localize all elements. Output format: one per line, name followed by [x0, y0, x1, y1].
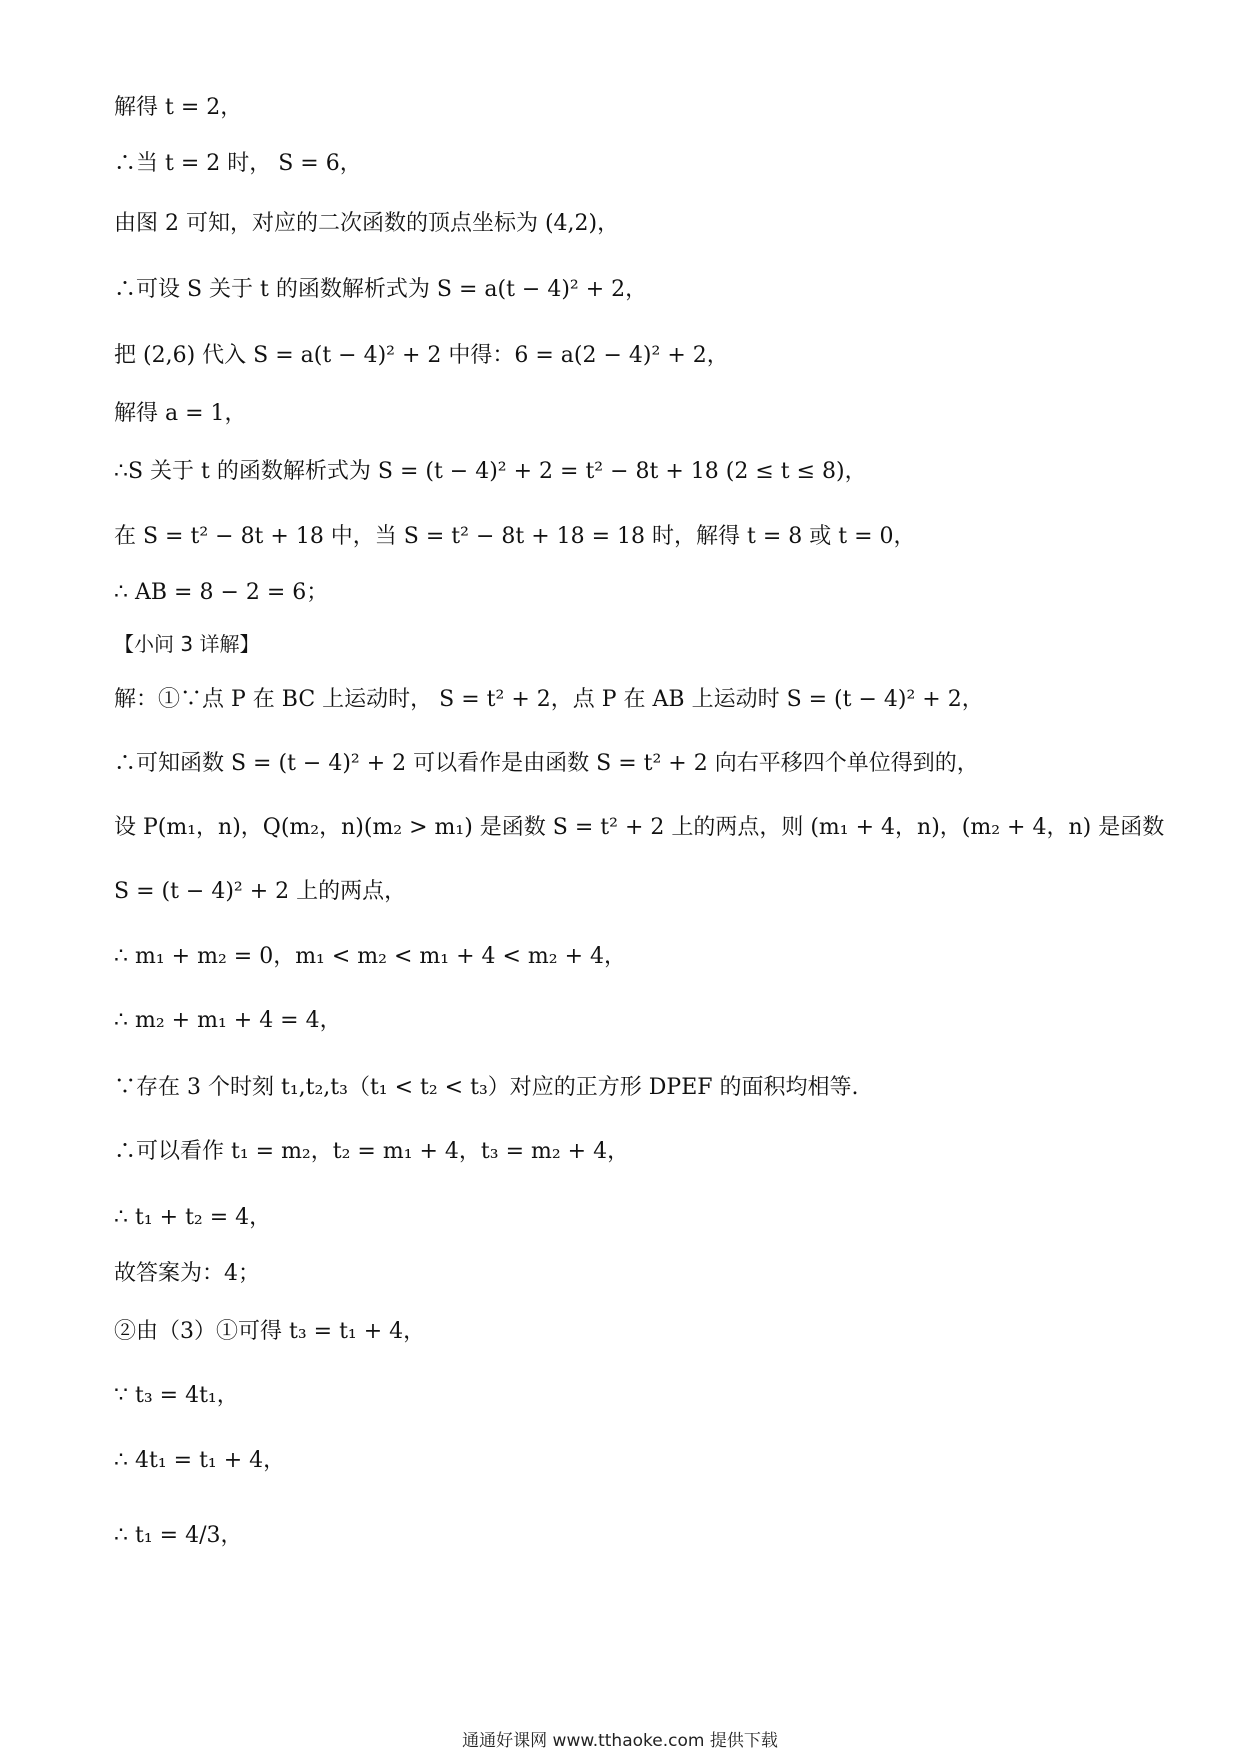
- page-footer: 通通好课网 www.tthaoke.com 提供下载: [462, 1731, 778, 1751]
- text-line-9: ∴ AB = 8 − 2 = 6；: [114, 580, 329, 605]
- text-line-19: ∴ t₁ + t₂ = 4，: [114, 1205, 272, 1230]
- text-line-5: 把 (2,6) 代入 S = a(t − 4)² + 2 中得：6 = a(2 − 4)² + 2，: [114, 343, 729, 368]
- text-line-7: ∴S 关于 t 的函数解析式为 S = (t − 4)² + 2 = t² − 8t + 18 (2 ≤ t ≤ 8)，: [114, 459, 867, 484]
- text-line-20: 故答案为：4；: [114, 1261, 260, 1286]
- text-line-22: ∵ t₃ = 4t₁，: [114, 1383, 239, 1408]
- text-line-12: ∴可知函数 S = (t − 4)² + 2 可以看作是由函数 S = t² + 2 向右平移四个单位得到的，: [114, 751, 979, 776]
- text-line-1: 解得 t = 2，: [114, 95, 243, 120]
- text-line-4: ∴可设 S 关于 t 的函数解析式为 S = a(t − 4)² + 2，: [114, 277, 648, 302]
- text-line-23: ∴ 4t₁ = t₁ + 4，: [114, 1448, 286, 1473]
- text-line-17: ∵存在 3 个时刻 t₁,t₂,t₃（t₁ < t₂ < t₃）对应的正方形 DPEF 的面积均相等.: [114, 1075, 859, 1100]
- text-line-24: ∴ t₁ = 4/3，: [114, 1523, 243, 1548]
- text-line-3: 由图 2 可知，对应的二次函数的顶点坐标为 (4,2)，: [114, 211, 620, 236]
- text-line-15: ∴ m₁ + m₂ = 0，m₁ < m₂ < m₁ + 4 < m₂ + 4，: [114, 944, 627, 969]
- text-line-14: S = (t − 4)² + 2 上的两点，: [114, 879, 407, 904]
- text-line-16: ∴ m₂ + m₁ + 4 = 4，: [114, 1008, 342, 1033]
- text-line-18: ∴可以看作 t₁ = m₂，t₂ = m₁ + 4，t₃ = m₂ + 4，: [114, 1139, 630, 1164]
- text-line-13: 设 P(m₁，n)，Q(m₂，n)(m₂ > m₁) 是函数 S = t² + 2 上的两点，则 (m₁ + 4，n)，(m₂ + 4，n) 是函数: [114, 815, 1165, 840]
- text-line-6: 解得 a = 1，: [114, 401, 247, 426]
- text-line-2: ∴当 t = 2 时， S = 6，: [114, 151, 362, 176]
- text-line-11: 解：①∵点 P 在 BC 上运动时， S = t² + 2，点 P 在 AB 上运动时 S = (t − 4)² + 2，: [114, 687, 984, 712]
- section-heading: 【小问 3 详解】: [114, 632, 260, 656]
- text-line-8: 在 S = t² − 8t + 18 中，当 S = t² − 8t + 18 = 18 时，解得 t = 8 或 t = 0，: [114, 524, 916, 549]
- text-line-21: ②由（3）①可得 t₃ = t₁ + 4，: [114, 1319, 426, 1344]
